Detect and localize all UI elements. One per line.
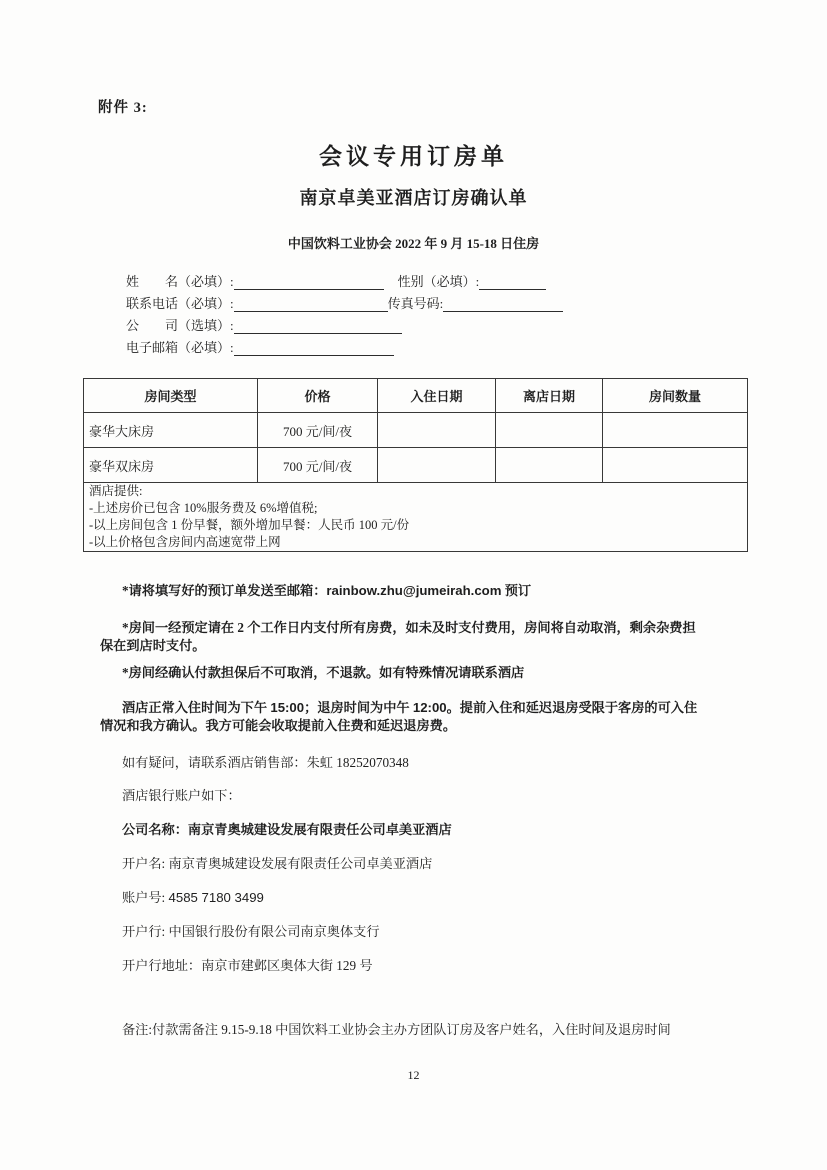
phone-label: 联系电话（必填）: (126, 296, 234, 311)
checkin-note-text: ；退房时间为中午 (304, 700, 413, 715)
header-room-quantity: 房间数量 (603, 379, 748, 413)
cell-check-out (496, 413, 603, 448)
company-label: 公 司（选填）: (126, 318, 234, 333)
bank-company-name: 公司名称：南京青奥城建设发展有限责任公司卓美亚酒店 (122, 822, 452, 837)
provisions-title: 酒店提供: (89, 484, 143, 498)
provision-internet-note: -以上价格包含房间内高速宽带上网 (89, 535, 281, 549)
account-number-label: 账户号: (122, 890, 169, 905)
provision-breakfast-note: -以上房间包含 1 份早餐，额外增加早餐：人民币 100 元/份 (89, 518, 410, 532)
header-check-in-date: 入住日期 (378, 379, 496, 413)
bank-account-name: 开户名: 南京青奥城建设发展有限责任公司卓美亚酒店 (122, 856, 433, 871)
checkin-checkout-note (100, 699, 702, 735)
email-note-prefix: *请将填写好的预订单发送至邮箱： (122, 583, 327, 598)
booking-email-address: rainbow.zhu@jumeirah.com (326, 583, 502, 598)
table-provisions-row (84, 483, 748, 552)
cell-quantity (603, 413, 748, 448)
checkout-time: 12:00 (412, 700, 447, 715)
cell-room-type: 豪华大床房 (84, 413, 258, 448)
email-submission-note (100, 582, 740, 600)
event-info-line: 中国饮料工业协会 2022 年 9 月 15-18 日住房 (287, 236, 540, 251)
email-note-suffix: 预订 (501, 583, 532, 598)
form-row-email (126, 337, 563, 359)
cell-check-in (378, 448, 496, 483)
name-label: 姓 名（必填）: (126, 274, 234, 289)
phone-field (234, 297, 388, 312)
bank-branch-line: 开户行: 中国银行股份有限公司南京奥体支行 (122, 924, 380, 939)
header-price: 价格 (258, 379, 378, 413)
hotel-provisions (84, 483, 748, 552)
attachment-label: 附件 3: (98, 100, 148, 116)
payment-deadline-note: *房间一经预定请在 2 个工作日内支付所有房费，如未及时支付费用，房间将自动取消，剩余杂费担保在到店时支付。 (100, 620, 696, 653)
notes-section (100, 576, 740, 1039)
form-row-company (126, 315, 563, 337)
guest-info-form (126, 271, 563, 359)
sales-contact-note: 如有疑问，请联系酒店销售部：朱虹 18252070348 (122, 755, 409, 770)
table-row (84, 413, 748, 448)
fax-field (443, 297, 563, 312)
cell-room-type: 豪华双床房 (84, 448, 258, 483)
account-number-value: 4585 7180 3499 (168, 890, 264, 905)
name-field (234, 275, 384, 290)
checkin-time: 15:00 (270, 700, 305, 715)
header-room-type: 房间类型 (84, 379, 258, 413)
bank-account-number-line (100, 889, 740, 907)
document-title: 会议专用订房单 (319, 144, 508, 169)
checkin-note-text: 。提前入住和延迟退房受限于客房的可入住情况和我方确认。我方可能会收取提前入住费和延迟退房费。 (100, 700, 698, 733)
page-number: 12 (407, 1068, 420, 1082)
document-subtitle: 南京卓美亚酒店订房确认单 (299, 188, 528, 208)
fax-label: 传真号码: (387, 296, 444, 311)
table-header-row (84, 379, 748, 413)
payment-remark-note: 备注:付款需备注 9.15-9.18 中国饮料工业协会主办方团队订房及客户姓名，入住时间及退房时间 (122, 1022, 671, 1037)
cell-quantity (603, 448, 748, 483)
form-row-name-gender (126, 271, 563, 293)
checkin-note-text: 酒店正常入住时间为下午 (122, 700, 271, 715)
cell-check-in (378, 413, 496, 448)
provision-tax-note: -上述房价已包含 10%服务费及 6%增值税; (89, 501, 318, 515)
cancellation-policy-note: *房间经确认付款担保后不可取消，不退款。如有特殊情况请联系酒店 (122, 665, 525, 680)
table-row (84, 448, 748, 483)
company-field (234, 319, 402, 334)
email-field (234, 341, 394, 356)
room-booking-table (83, 378, 748, 552)
cell-price: 700 元/间/夜 (258, 413, 378, 448)
gender-label: 性别（必填）: (397, 274, 480, 289)
gender-field (479, 275, 546, 290)
bank-address-line: 开户行地址：南京市建邺区奥体大街 129 号 (122, 958, 373, 973)
cell-check-out (496, 448, 603, 483)
cell-price: 700 元/间/夜 (258, 448, 378, 483)
form-row-phone-fax (126, 293, 563, 315)
email-label: 电子邮箱（必填）: (126, 340, 234, 355)
bank-account-intro: 酒店银行账户如下： (122, 788, 241, 803)
header-check-out-date: 离店日期 (496, 379, 603, 413)
